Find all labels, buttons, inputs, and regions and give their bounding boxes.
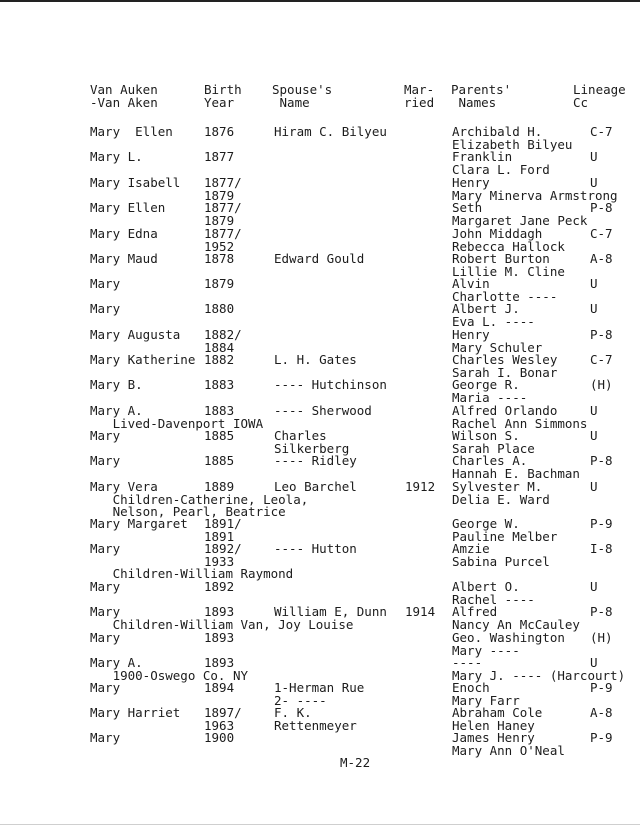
spouse-cell: 1-Herman Rue	[274, 680, 365, 695]
header-c2-line1: Birth	[204, 82, 242, 97]
name-cell: Mary Vera	[90, 479, 158, 494]
parent-father-cell: Sylvester M.	[452, 479, 543, 494]
parent-father-cell: Abraham Cole	[452, 705, 543, 720]
parent-father-cell: Charles A.	[452, 453, 528, 468]
name-note: Children-William Raymond	[90, 566, 294, 581]
lineage-cell: P-9	[590, 730, 613, 745]
parent-mother-cell: Mary Farr	[452, 692, 520, 708]
spouse-cell: Hiram C. Bilyeu	[274, 124, 387, 139]
name-note: 1900-Oswego Co. NY	[90, 667, 249, 683]
spouse-cell: Leo Barchel	[274, 479, 357, 494]
name-cell: Mary	[90, 680, 121, 695]
birth-year-alt: 1963	[204, 717, 235, 733]
header-c3-line2: Name	[272, 95, 310, 110]
parent-father-cell: Wilson S.	[452, 428, 520, 443]
birth-year-cell: 1892/	[204, 541, 242, 556]
lineage-cell: C-7	[590, 352, 613, 367]
lineage-cell: I-8	[590, 541, 613, 556]
birth-year-cell: 1885	[204, 428, 235, 443]
married-cell: 1914	[405, 604, 436, 619]
name-note: Children-Catherine, Leola,	[90, 491, 309, 507]
name-cell: Mary Augusta	[90, 327, 181, 342]
parent-father-cell: Albert O.	[452, 579, 520, 594]
parent-mother-cell: Hannah E. Bachman	[452, 465, 580, 481]
spouse-cell: ---- Ridley	[274, 453, 357, 468]
birth-year-cell: 1877/	[204, 175, 242, 190]
parent-father-cell: Henry	[452, 175, 490, 190]
parent-mother-cell: Rebecca Hallock	[452, 238, 565, 254]
header-c4-line1: Mar-	[404, 82, 435, 97]
lineage-cell: U	[590, 579, 598, 594]
lineage-cell: U	[590, 479, 598, 494]
name-cell: Mary B.	[90, 377, 143, 392]
name-cell: Mary Ellen	[90, 200, 166, 215]
header-c6-line1: Lineage	[573, 82, 626, 97]
parent-mother-cell: Mary Ann O'Neal	[452, 742, 565, 758]
name-cell: Mary	[90, 541, 121, 556]
birth-year-alt: 1891	[204, 528, 235, 544]
birth-year-cell: 1877	[204, 149, 235, 164]
name-cell: Mary	[90, 604, 121, 619]
parent-father-cell: Alfred	[452, 604, 498, 619]
parent-father-cell: John Middagh	[452, 226, 543, 241]
name-cell: Mary L.	[90, 149, 143, 164]
name-cell: Mary Maud	[90, 251, 158, 266]
parent-mother-cell: Mary Schuler	[452, 339, 543, 355]
spouse-cell: ---- Sherwood	[274, 403, 372, 418]
birth-year-cell: 1900	[204, 730, 235, 745]
bottom-rule	[0, 824, 640, 825]
lineage-cell: C-7	[590, 124, 613, 139]
lineage-cell: U	[590, 428, 598, 443]
name-note: Lived-Davenport IOWA	[90, 415, 264, 431]
birth-year-cell: 1893	[204, 604, 235, 619]
birth-year-cell: 1883	[204, 403, 235, 418]
parent-mother-cell: Charlotte ----	[452, 288, 558, 304]
parent-father-cell: James Henry	[452, 730, 535, 745]
parent-mother-cell: Clara L. Ford	[452, 161, 550, 177]
parent-father-cell: Alvin	[452, 276, 490, 291]
name-cell: Mary	[90, 730, 121, 745]
lineage-cell: P-8	[590, 200, 613, 215]
lineage-cell: A-8	[590, 251, 613, 266]
parent-mother-cell: Elizabeth Bilyeu	[452, 136, 573, 152]
lineage-cell: (H)	[590, 377, 613, 392]
parent-father-cell: Henry	[452, 327, 490, 342]
name-cell: Mary Isabell	[90, 175, 181, 190]
lineage-cell: U	[590, 655, 598, 670]
parent-father-cell: George W.	[452, 516, 520, 531]
parent-mother-cell: Pauline Melber	[452, 528, 558, 544]
name-cell: Mary A.	[90, 655, 143, 670]
lineage-cell: U	[590, 301, 598, 316]
page-number: M-22	[340, 755, 371, 770]
lineage-cell: U	[590, 403, 598, 418]
parent-mother-cell: Mary J. ---- (Harcourt)	[452, 667, 626, 683]
lineage-cell: P-9	[590, 680, 613, 695]
birth-year-cell: 1893	[204, 630, 235, 645]
parent-mother-cell: Rachel Ann Simmons	[452, 415, 588, 431]
lineage-cell: U	[590, 175, 598, 190]
parent-father-cell: Geo. Washington	[452, 630, 565, 645]
lineage-cell: U	[590, 276, 598, 291]
spouse-cell-line2: 2- ----	[274, 692, 327, 708]
parent-mother-cell: Helen Haney	[452, 717, 535, 733]
lineage-cell: A-8	[590, 705, 613, 720]
name-cell: Mary	[90, 301, 121, 316]
parent-father-cell: Albert J.	[452, 301, 520, 316]
parent-father-cell: Robert Burton	[452, 251, 550, 266]
header-c1-line2: -Van Aken	[90, 95, 158, 110]
spouse-cell: Charles	[274, 428, 327, 443]
birth-year-cell: 1877/	[204, 226, 242, 241]
birth-year-cell: 1897/	[204, 705, 242, 720]
spouse-cell-line2: Rettenmeyer	[274, 717, 357, 733]
lineage-cell: P-8	[590, 453, 613, 468]
spouse-cell: ---- Hutchinson	[274, 377, 387, 392]
name-cell: Mary	[90, 579, 121, 594]
birth-year-cell: 1885	[204, 453, 235, 468]
lineage-cell: P-9	[590, 516, 613, 531]
parent-mother-cell: Sabina Purcel	[452, 553, 550, 569]
parent-mother-cell: Sarah I. Bonar	[452, 364, 558, 380]
birth-year-alt: 1879	[204, 187, 235, 203]
name-cell: Mary	[90, 276, 121, 291]
name-cell: Mary	[90, 630, 121, 645]
parent-father-cell: ----	[452, 655, 483, 670]
birth-year-cell: 1880	[204, 301, 235, 316]
birth-year-cell: 1889	[204, 479, 235, 494]
birth-year-cell: 1894	[204, 680, 235, 695]
spouse-cell: Edward Gould	[274, 251, 365, 266]
header-c5-line1: Parents'	[451, 82, 512, 97]
name-cell: Mary Edna	[90, 226, 158, 241]
parent-father-cell: Amzie	[452, 541, 490, 556]
parent-mother-cell: Eva L. ----	[452, 313, 535, 329]
parent-father-cell: Enoch	[452, 680, 490, 695]
birth-year-cell: 1879	[204, 276, 235, 291]
parent-mother-cell: Mary ----	[452, 642, 520, 658]
birth-year-cell: 1882/	[204, 327, 242, 342]
lineage-cell: P-8	[590, 327, 613, 342]
birth-year-cell: 1876	[204, 124, 235, 139]
name-cell: Mary Ellen	[90, 124, 173, 139]
lineage-cell: P-8	[590, 604, 613, 619]
birth-year-alt: 1952	[204, 238, 235, 254]
name-cell: Mary Margaret	[90, 516, 188, 531]
birth-year-alt: 1933	[204, 553, 235, 569]
parent-father-cell: Seth	[452, 200, 483, 215]
birth-year-cell: 1883	[204, 377, 235, 392]
parent-father-cell: Charles Wesley	[452, 352, 558, 367]
header-c2-line2: Year	[204, 95, 235, 110]
parent-father-cell: George R.	[452, 377, 520, 392]
married-cell: 1912	[405, 479, 436, 494]
spouse-cell: F. K.	[274, 705, 312, 720]
parent-mother-cell: Rachel ----	[452, 591, 535, 607]
name-note: Nelson, Pearl, Beatrice	[90, 504, 286, 519]
parent-father-cell: Franklin	[452, 149, 513, 164]
name-cell: Mary	[90, 453, 121, 468]
name-cell: Mary	[90, 428, 121, 443]
name-cell: Mary Katherine	[90, 352, 196, 367]
lineage-cell: (H)	[590, 630, 613, 645]
parent-father-cell: Alfred Orlando	[452, 403, 558, 418]
parent-mother-cell: Lillie M. Cline	[452, 263, 565, 279]
name-cell: Mary A.	[90, 403, 143, 418]
birth-year-cell: 1878	[204, 251, 235, 266]
birth-year-cell: 1891/	[204, 516, 242, 531]
spouse-cell: William E, Dunn	[274, 604, 387, 619]
parent-mother-cell: Sarah Place	[452, 440, 535, 456]
birth-year-cell: 1892	[204, 579, 235, 594]
parent-mother-cell: Maria ----	[452, 389, 528, 405]
lineage-cell: U	[590, 149, 598, 164]
name-cell: Mary Harriet	[90, 705, 181, 720]
spouse-cell: ---- Hutton	[274, 541, 357, 556]
parent-mother-cell: Margaret Jane Peck	[452, 212, 588, 228]
parent-mother-cell: Mary Minerva Armstrong	[452, 187, 618, 203]
parent-mother-cell: Delia E. Ward	[452, 491, 550, 507]
birth-year-cell: 1893	[204, 655, 235, 670]
parent-father-cell: Archibald H.	[452, 124, 543, 139]
header-c3-line1: Spouse's	[272, 82, 333, 97]
lineage-cell: C-7	[590, 226, 613, 241]
birth-year-cell: 1882	[204, 352, 235, 367]
header-c4-line2: ried	[404, 95, 435, 110]
birth-year-alt: 1884	[204, 339, 235, 355]
spouse-cell-line2: Silkerberg	[274, 440, 350, 456]
header-c5-line2: Names	[451, 95, 497, 110]
birth-year-cell: 1877/	[204, 200, 242, 215]
birth-year-alt: 1879	[204, 212, 235, 228]
parent-mother-cell: Nancy An McCauley	[452, 616, 580, 632]
spouse-cell: L. H. Gates	[274, 352, 357, 367]
name-note: Children-William Van, Joy Louise	[90, 616, 354, 632]
header-c6-line2: Cc	[573, 95, 589, 110]
header-c1-line1: Van Auken	[90, 82, 158, 97]
